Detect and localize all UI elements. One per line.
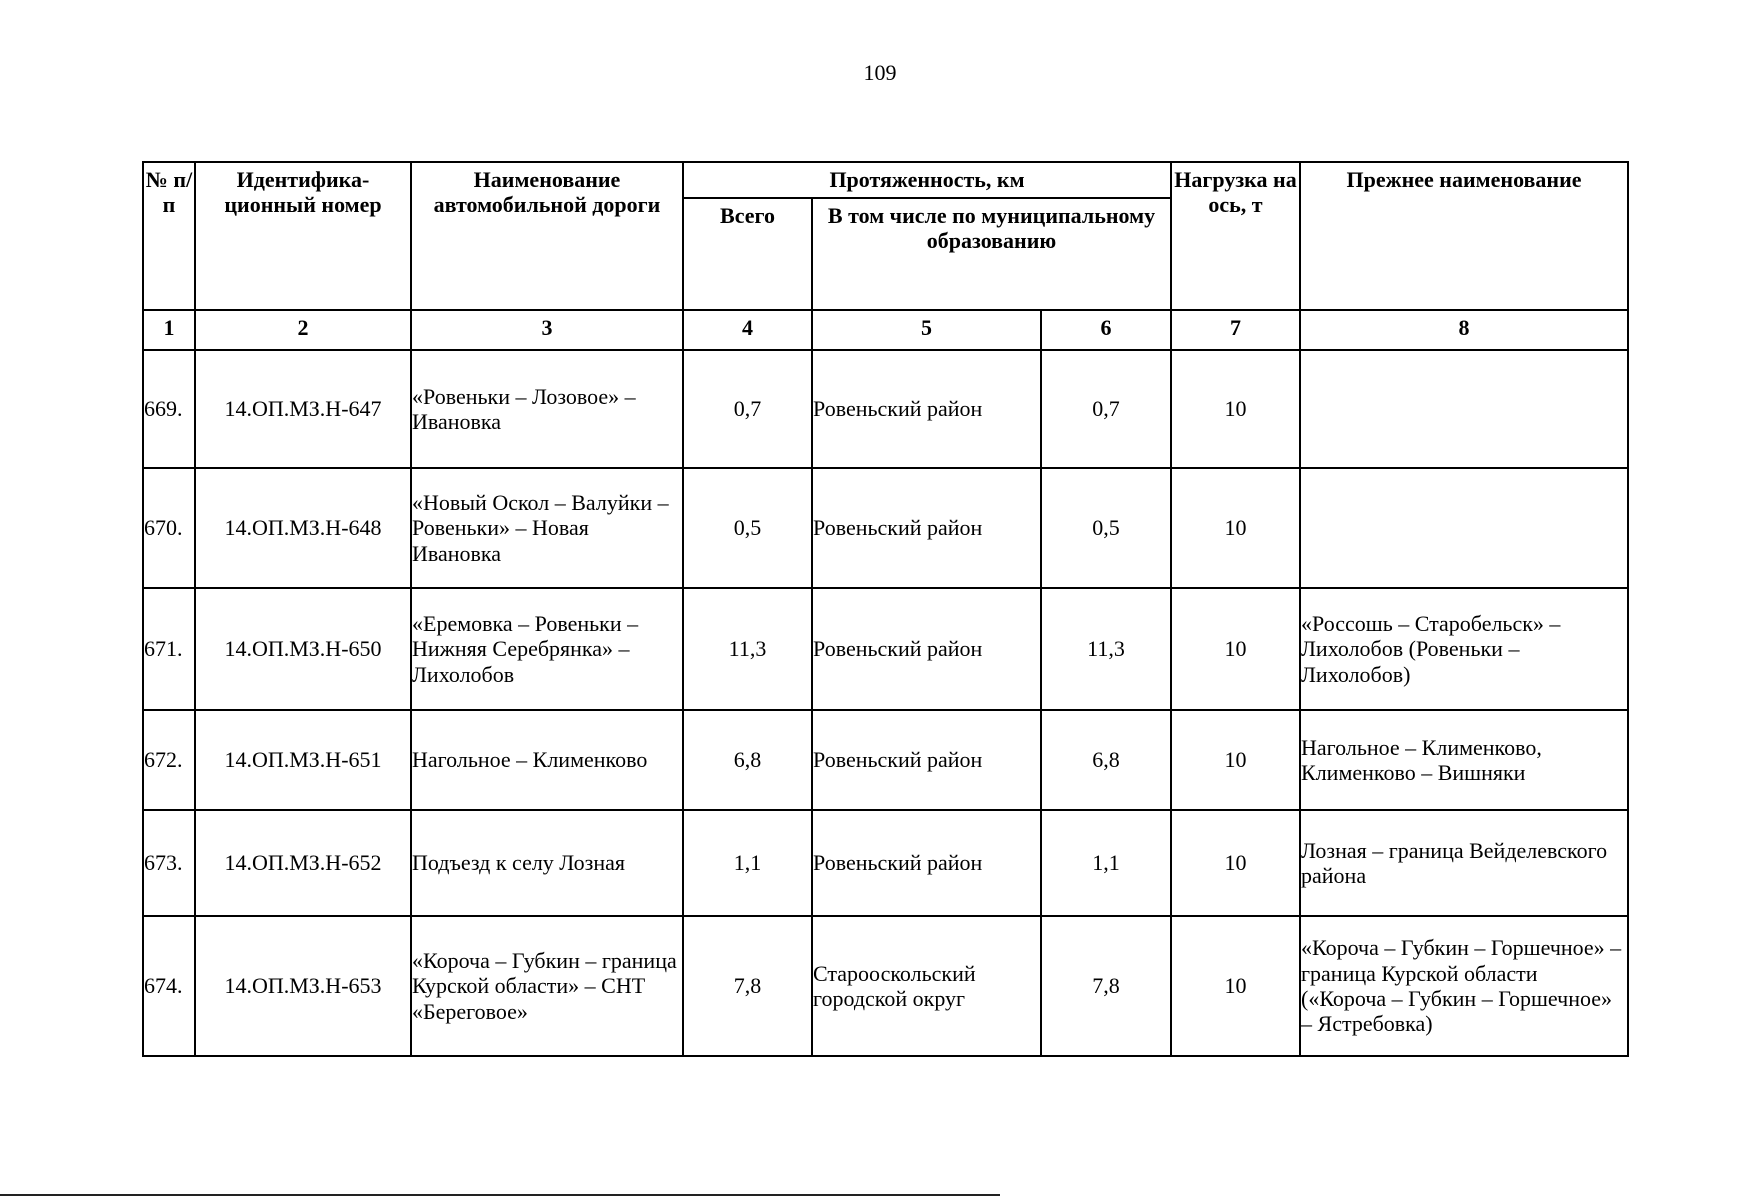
municipality: Ровеньский район — [812, 588, 1041, 710]
municipal-length: 11,3 — [1041, 588, 1171, 710]
former-name — [1300, 350, 1628, 468]
road-id: 14.ОП.МЗ.Н-648 — [195, 468, 411, 588]
axle-load: 10 — [1171, 710, 1300, 810]
municipal-length: 0,5 — [1041, 468, 1171, 588]
row-number: 670. — [143, 468, 195, 588]
road-id: 14.ОП.МЗ.Н-651 — [195, 710, 411, 810]
table-row — [143, 916, 1628, 1056]
municipal-length: 0,7 — [1041, 350, 1171, 468]
length-total: 11,3 — [683, 588, 812, 710]
column-number: 6 — [1041, 310, 1171, 350]
road-name: «Новый Оскол – Валуйки – Ровеньки» – Новая Ивановка — [411, 468, 683, 588]
axle-load: 10 — [1171, 916, 1300, 1056]
row-number: 672. — [143, 710, 195, 810]
road-name: Нагольное – Клименково — [411, 710, 683, 810]
table-row — [143, 468, 1628, 588]
scan-edge-line — [0, 1194, 1000, 1196]
length-total: 6,8 — [683, 710, 812, 810]
municipal-length: 1,1 — [1041, 810, 1171, 916]
road-id: 14.ОП.МЗ.Н-650 — [195, 588, 411, 710]
header-former-name: Прежнее наименование — [1300, 162, 1628, 310]
header-axle-load: Нагрузка на ось, т — [1171, 162, 1300, 310]
length-total: 7,8 — [683, 916, 812, 1056]
column-number: 3 — [411, 310, 683, 350]
roads-table — [142, 161, 1629, 1057]
table-row — [143, 810, 1628, 916]
road-name: «Короча – Губкин – граница Курской области» – СНТ «Береговое» — [411, 916, 683, 1056]
row-number: 669. — [143, 350, 195, 468]
header-total: Всего — [683, 198, 812, 310]
former-name — [1300, 468, 1628, 588]
former-name: Лозная – граница Вейделевского района — [1300, 810, 1628, 916]
road-name: «Ровеньки – Лозовое» – Ивановка — [411, 350, 683, 468]
column-number: 2 — [195, 310, 411, 350]
header-id: Идентифика-ционный номер — [195, 162, 411, 310]
row-number: 674. — [143, 916, 195, 1056]
header-road-name: Наименование автомобильной дороги — [411, 162, 683, 310]
table-row — [143, 710, 1628, 810]
page-number: 109 — [863, 60, 897, 85]
header-municipal: В том числе по муниципальному образованию — [812, 198, 1171, 310]
road-id: 14.ОП.МЗ.Н-652 — [195, 810, 411, 916]
former-name: Нагольное – Клименково, Клименково – Вишняки — [1300, 710, 1628, 810]
column-number: 8 — [1300, 310, 1628, 350]
length-total: 0,7 — [683, 350, 812, 468]
column-number: 4 — [683, 310, 812, 350]
length-total: 1,1 — [683, 810, 812, 916]
road-name: Подъезд к селу Лозная — [411, 810, 683, 916]
municipality: Ровеньский район — [812, 350, 1041, 468]
column-number: 5 — [812, 310, 1041, 350]
table-row — [143, 350, 1628, 468]
municipality: Ровеньский район — [812, 710, 1041, 810]
column-number: 7 — [1171, 310, 1300, 350]
table-row — [143, 588, 1628, 710]
municipality: Ровеньский район — [812, 468, 1041, 588]
row-number: 673. — [143, 810, 195, 916]
axle-load: 10 — [1171, 588, 1300, 710]
former-name: «Короча – Губкин – Горшечное» – граница Курской области («Короча – Губкин – Горшечное» – Ястребовка) — [1300, 916, 1628, 1056]
road-id: 14.ОП.МЗ.Н-653 — [195, 916, 411, 1056]
road-id: 14.ОП.МЗ.Н-647 — [195, 350, 411, 468]
municipality: Ровеньский район — [812, 810, 1041, 916]
header-number: № п/п — [143, 162, 195, 310]
axle-load: 10 — [1171, 468, 1300, 588]
row-number: 671. — [143, 588, 195, 710]
municipal-length: 7,8 — [1041, 916, 1171, 1056]
column-number: 1 — [143, 310, 195, 350]
header-length-group: Протяженность, км — [683, 162, 1171, 198]
axle-load: 10 — [1171, 350, 1300, 468]
axle-load: 10 — [1171, 810, 1300, 916]
length-total: 0,5 — [683, 468, 812, 588]
municipal-length: 6,8 — [1041, 710, 1171, 810]
municipality: Старооскольский городской округ — [812, 916, 1041, 1056]
former-name: «Россошь – Старобельск» – Лихолобов (Ровеньки – Лихолобов) — [1300, 588, 1628, 710]
road-name: «Еремовка – Ровеньки – Нижняя Серебрянка» – Лихолобов — [411, 588, 683, 710]
